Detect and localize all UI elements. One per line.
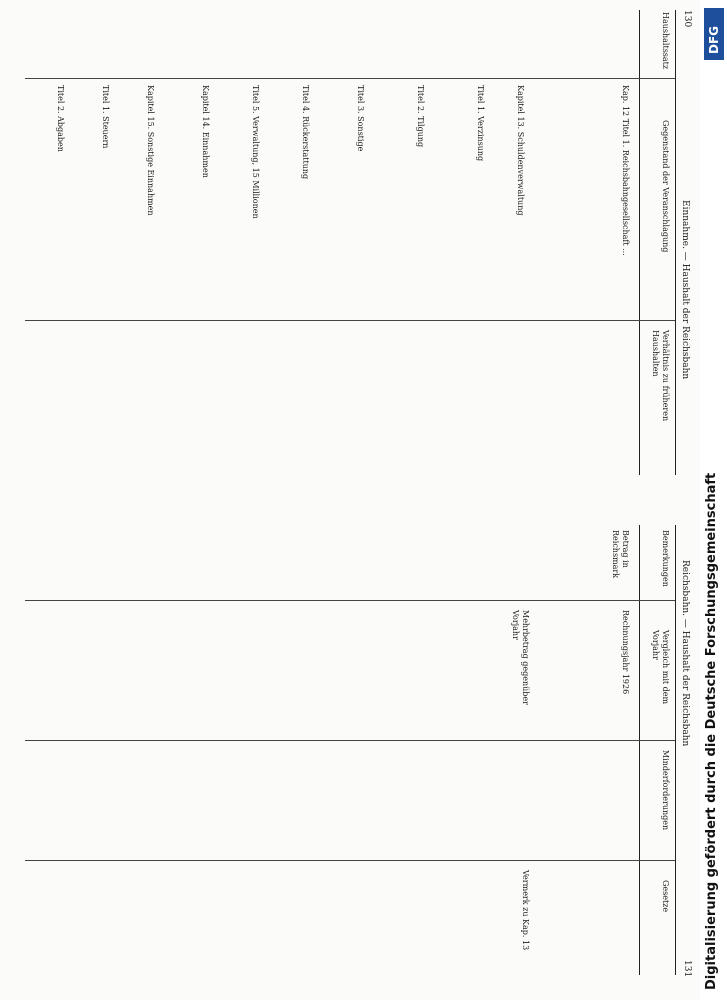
scanned-page — [10, 0, 700, 1000]
column-divider — [25, 600, 675, 601]
column-header: Bemerkungen — [661, 530, 670, 587]
column-header: Gesetze — [661, 880, 670, 913]
column-divider — [25, 320, 675, 321]
column-header: Gegenstand der Veranschlagung — [661, 120, 670, 253]
column-header: Minderforderungen — [661, 750, 670, 831]
entry-text: Kapitel 14. Einnahmen — [201, 85, 210, 178]
entry-text: Titel 4. Rückerstattung — [301, 85, 310, 180]
column-divider — [25, 78, 675, 79]
entry-text: Titel 2. Tilgung — [416, 85, 425, 148]
column-divider — [25, 860, 675, 861]
column-header: Verhältnis zu früheren Haushalten — [651, 330, 670, 422]
dfg-banner — [700, 0, 727, 1000]
entry-text: Vermerk zu Kap. 13 — [521, 870, 530, 951]
entry-text: Kap. 12 Titel 1. Reichsbahngesellschaft ... — [621, 85, 630, 256]
entry-text: Titel 1. Verzinsung — [476, 85, 485, 162]
left-page-number: 130 — [682, 10, 692, 28]
column-header: Vergleich mit dem Vorjahr — [651, 630, 670, 705]
entry-text: Titel 3. Sonstige — [356, 85, 365, 152]
header-rule-bottom-right — [639, 525, 640, 975]
entry-text: Titel 5. Verwaltung, 15 Millionen — [251, 85, 260, 219]
header-rule-left — [675, 10, 676, 475]
left-running-head: Einnahme. — Haushalt der Reichsbahn — [680, 200, 690, 380]
banner-text: Digitalisierung gefördert durch die Deutsche Forschungsgemeinschaft — [704, 472, 719, 990]
entry-text: Titel 2. Abgaben — [56, 85, 65, 152]
header-rule-bottom-left — [639, 10, 640, 475]
entry-text: Betrag in Reichsmark — [611, 530, 630, 579]
entry-text: Rechnungsjahr 1926 — [621, 610, 630, 695]
dfg-logo: DFG — [704, 8, 724, 60]
right-page-number: 131 — [682, 960, 692, 978]
column-divider — [25, 740, 675, 741]
entry-text: Kapitel 15. Sonstige Einnahmen — [146, 85, 155, 216]
column-header: Haushaltssatz — [661, 12, 670, 70]
header-rule-right — [675, 525, 676, 975]
entry-text: Kapitel 13. Schuldenverwaltung — [516, 85, 525, 216]
entry-text: Mehrbetrag gegenüber Vorjahr — [511, 610, 530, 705]
entry-text: Titel 1. Steuern — [101, 85, 110, 149]
right-running-head: Reichsbahn. — Haushalt der Reichsbahn — [680, 560, 690, 747]
